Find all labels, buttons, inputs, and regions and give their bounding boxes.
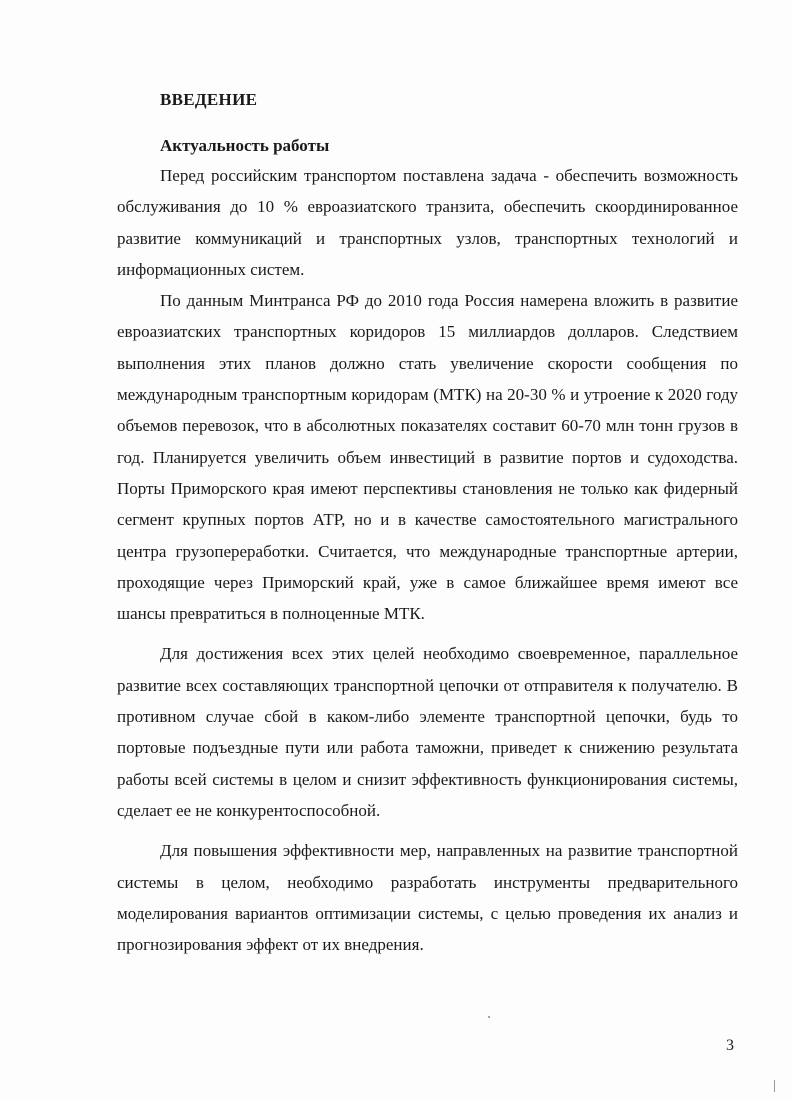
section-title: Актуальность работы (160, 136, 330, 155)
page-number: 3 (726, 1037, 734, 1054)
paragraph-4: Для повышения эффективности мер, направленных на развитие транспортной системы в целом, необходимо разработать инструменты предварительного моделирования вариантов оптимизации системы, с целью проведения их анализ и прогнозирования эффект от их внедрения. (117, 841, 738, 955)
paragraph-2: По данным Минтранса РФ до 2010 года Россия намерена вложить в развитие евроазиатских транспортных коридоров 15 миллиардов долларов. Следствием выполнения этих планов должно стать увеличение скорости сообщения по международным транспортным коридорам (МТК) на 20-30 % и утроение к 2020 году объемов перевозок, что в абсолютных показателях составит 60-70 млн тонн грузов в год. Планируется увеличить объем инвестиций в развитие портов и судоходства. Порты Приморского края имеют перспективы становления не только как фидерный сегмент крупных портов АТР, но и в качестве самостоятельного магистрального центра грузопереработки. Считается, что международные транспортные артерии, проходящие через Приморский край, уже в самое ближайшее время имеют все шансы превратиться в полноценные МТК. (117, 291, 738, 624)
chapter-heading: ВВЕДЕНИЕ (160, 90, 258, 109)
body-text (117, 160, 738, 960)
paragraph-1: Перед российским транспортом поставлена задача - обеспечить возможность обслуживания до 10 % евроазиатского транзита, обеспечить скоординированное развитие коммуникаций и транспортных узлов, транспортных технологий и информационных систем. (117, 166, 738, 279)
scan-edge-mark (774, 1080, 775, 1092)
paragraph-3: Для достижения всех этих целей необходимо своевременное, параллельное развитие всех составляющих транспортной цепочки от отправителя к получателю. В противном случае сбой в каком-либо элементе транспортной цепочки, будь то портовые подъездные пути или работа таможни, приведет к снижению результата работы всей системы в целом и снизит эффективность функционирования системы, сделает ее не конкурентоспособной. (117, 644, 738, 820)
scan-speck (488, 1016, 490, 1018)
